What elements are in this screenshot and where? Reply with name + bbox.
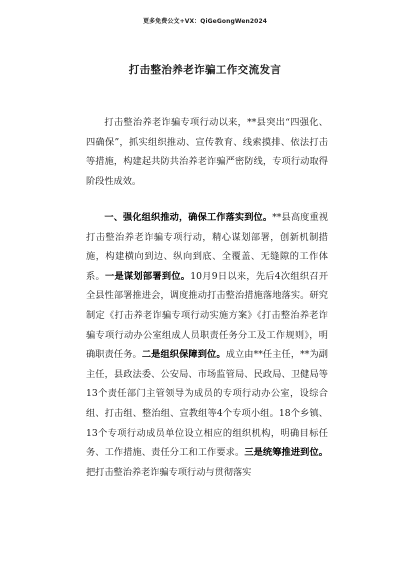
point-1-text: 10月9日以来，先后4次组织召开全县性部署推进会，调度推动打击整治措施落地落实。研究制定《打击养老诈骗专项行动实施方案》《打击整治养老诈骗专项行动办公室组成人员职责任务分工及工作规则》，明确职责任务。 [86, 270, 329, 361]
point-2-heading: 二是组织保障到位。 [141, 349, 226, 361]
section-1-text-a: **县高度重视打击整治养老诈骗专项行动，精心谋划部署，创新机制措施，构建横向到边、纵向到底、全覆盖、无缝隙的工作体系。 [86, 212, 329, 282]
point-3-heading: 三是统筹推进到位。 [244, 447, 328, 459]
intro-paragraph: 打击整治养老诈骗专项行动以来，**县突出“四强化、四确保”，抓实组织推动、宣传教育、线索摸排、依法打击等措施，构建起共防共治养老诈骗严密防线，专项行动取得阶段性成效。 [86, 117, 328, 187]
document-title: 打击整治养老诈骗工作交流发言 [128, 64, 282, 76]
watermark-text: 更多免费公文+VX：QiGeGongWen2024 [142, 18, 267, 25]
section-1-paragraph [86, 208, 328, 482]
point-3-text: 把打击整治养老诈骗专项行动与贯彻落实 [86, 466, 252, 478]
section-1-heading: 一、强化组织推动，确保工作落实到位。 [104, 212, 273, 223]
point-2-text: 成立由**任主任，**为副主任，县政法委、公安局、市场监管局、民政局、卫健局等13个责任部门主管领导为成员的专项行动办公室，设综合组、打击组、整治组、宣教组等4个专项小组。18个乡镇、13个专项行动成员单位设立相应的组织机构，明确目标任务、工作措施、责任分工和工作要求。 [86, 349, 328, 459]
point-1-heading: 一是谋划部署到位。 [104, 270, 191, 282]
